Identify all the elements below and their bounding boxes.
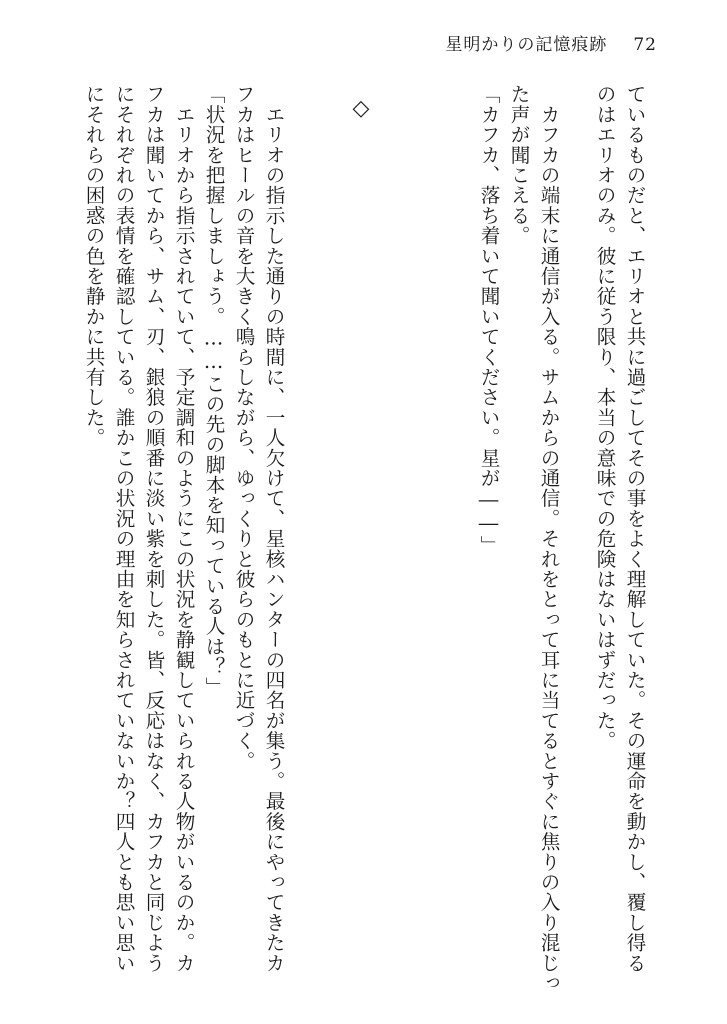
body-line-11: にそれぞれの表情を確認している。誰かこの状況の理由を知らされていないか？四人とも思い思い — [112, 84, 135, 973]
book-title: 星明かりの記憶痕跡 — [445, 35, 608, 55]
body-line-12: にそれらの困惑の色を静かに共有した。 — [82, 84, 105, 448]
body-line-9: エリオから指示されていて、予定調和のようにこの状況を静観していられる人物がいるのか。カ — [172, 84, 195, 973]
body-line-2: のはエリオのみ。彼に従う限り、本当の意味での危険はないはずだった。 — [593, 84, 616, 751]
page-number: 72 — [633, 35, 657, 55]
body-line-1: ているものだと、エリオと共に過ごしてその事をよく理解していた。その運命を動かし、覆し得る — [623, 84, 646, 973]
body-line-5: 「カフカ、落ち着いて聞いてください。星が――」 — [477, 84, 500, 556]
body-line-3: カフカの端末に通信が入る。サムからの通信。それをとって耳に当てるとすぐに焦りの入り混じっ — [537, 84, 560, 993]
running-header — [445, 30, 657, 55]
body-line-8: 「状況を把握しましょう。……この先の脚本を知っている人は？」 — [202, 84, 225, 697]
body-line-6: エリオの指示した通りの時間に、一人欠けて、星核ハンターの四名が集う。最後にやってきたカ — [262, 84, 285, 973]
scene-break-diamond-icon: ◇ — [352, 96, 370, 121]
body-line-10: フカは聞いてから、サム、刃、銀狼の順番に淡い紫を刺した。皆、反応はなく、カフカと同じよう — [142, 84, 165, 973]
body-line-7: フカはヒールの音を大きく鳴らしながら、ゆっくりと彼らのもとに近づく。 — [232, 84, 255, 771]
body-line-4: た声が聞こえる。 — [507, 84, 530, 246]
